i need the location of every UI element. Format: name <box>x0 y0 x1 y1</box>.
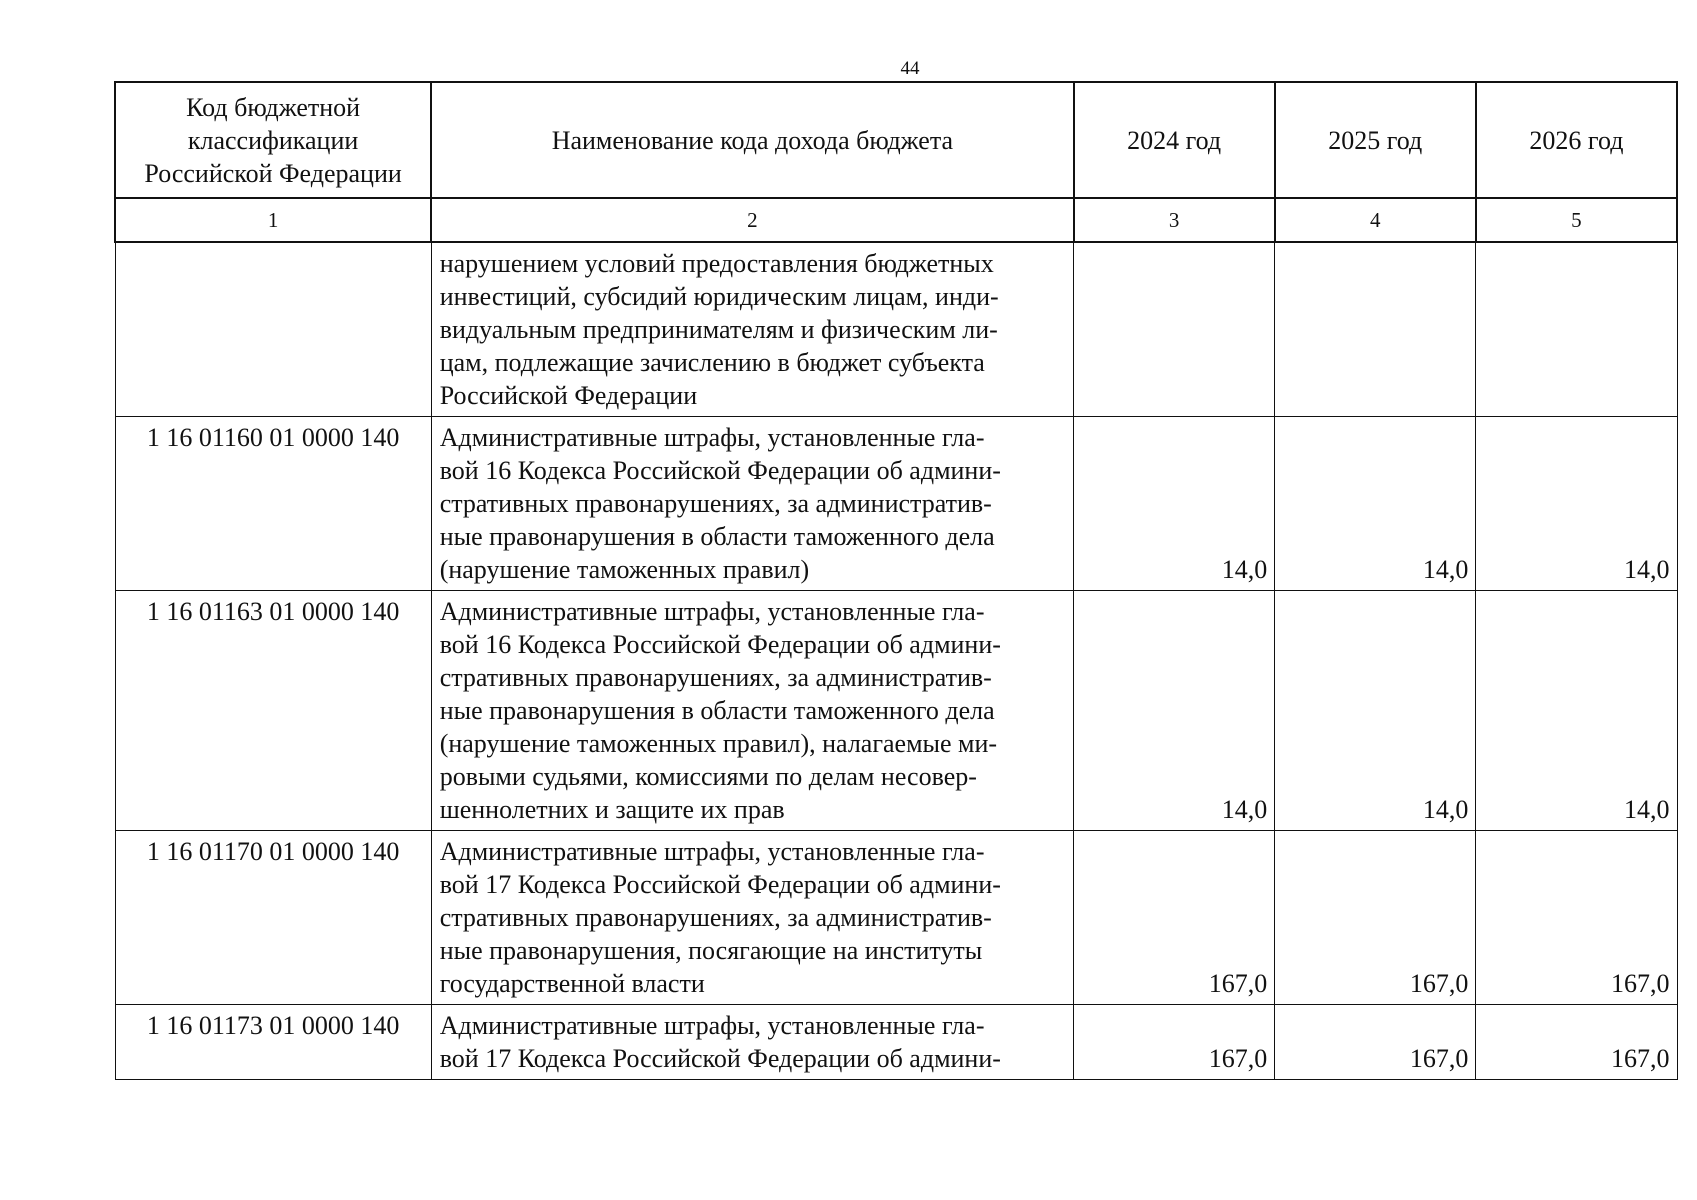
header-code-line: Код бюджетной <box>186 92 361 122</box>
budget-code-cell <box>115 242 431 417</box>
income-name-line: Административные штрафы, установленные гла- <box>439 423 985 452</box>
value-cell-y2024: 14,0 <box>1074 417 1275 591</box>
income-name-line: ные правонарушения в области таможенного дела <box>439 696 995 725</box>
income-name-line: ные правонарушения, посягающие на институты <box>439 936 983 965</box>
income-name-line: Административные штрафы, установленные гла- <box>439 837 985 866</box>
value-cell-y2025: 14,0 <box>1275 591 1476 831</box>
value-cell-y2026 <box>1476 242 1677 417</box>
budget-code-cell: 1 16 01160 01 0000 140 <box>115 417 431 591</box>
income-name-line: ровыми судьями, комиссиями по делам несовер- <box>439 762 977 791</box>
income-name-line: шеннолетних и защите их прав <box>439 795 785 824</box>
income-name-line: ные правонарушения в области таможенного дела <box>439 522 995 551</box>
income-name-line: цам, подлежащие зачислению в бюджет субъекта <box>439 348 985 377</box>
table-header-row <box>115 82 1677 198</box>
header-code-line: классификации <box>187 125 359 155</box>
income-name-line: вой 17 Кодекса Российской Федерации об админи- <box>439 1044 1001 1073</box>
income-name-line: стративных правонарушениях, за административ- <box>439 663 992 692</box>
column-number-row <box>115 198 1677 242</box>
column-number: 4 <box>1275 198 1476 242</box>
income-name-line: стративных правонарушениях, за административ- <box>439 903 992 932</box>
income-name-line: государственной власти <box>439 969 705 998</box>
income-name-line: (нарушение таможенных правил), налагаемые ми- <box>439 729 998 758</box>
budget-code-cell: 1 16 01173 01 0000 140 <box>115 1005 431 1080</box>
column-number: 2 <box>431 198 1073 242</box>
value-cell-y2024: 167,0 <box>1074 831 1275 1005</box>
value-cell-y2025: 14,0 <box>1275 417 1476 591</box>
income-name-line: (нарушение таможенных правил) <box>439 555 810 584</box>
income-name-line: вой 17 Кодекса Российской Федерации об админи- <box>439 870 1001 899</box>
income-name-cell <box>431 242 1073 417</box>
income-name-cell <box>431 831 1073 1005</box>
value-cell-y2025 <box>1275 242 1476 417</box>
budget-code-cell: 1 16 01170 01 0000 140 <box>115 831 431 1005</box>
budget-income-table <box>114 81 1678 1080</box>
value-cell-y2026: 14,0 <box>1476 417 1677 591</box>
budget-code-cell: 1 16 01163 01 0000 140 <box>115 591 431 831</box>
header-year-2026: 2026 год <box>1476 82 1677 198</box>
value-cell-y2024: 167,0 <box>1074 1005 1275 1080</box>
header-code <box>115 82 431 198</box>
income-name-cell <box>431 417 1073 591</box>
value-cell-y2025: 167,0 <box>1275 1005 1476 1080</box>
table-row <box>115 242 1677 417</box>
income-name-line: видуальным предпринимателям и физическим ли- <box>439 315 998 344</box>
header-year-2025: 2025 год <box>1275 82 1476 198</box>
value-cell-y2026: 14,0 <box>1476 591 1677 831</box>
column-number: 5 <box>1476 198 1677 242</box>
table-row <box>115 591 1677 831</box>
income-name-line: вой 16 Кодекса Российской Федерации об админи- <box>439 630 1001 659</box>
value-cell-y2024 <box>1074 242 1275 417</box>
income-name-line: Российской Федерации <box>439 381 698 410</box>
table-row <box>115 1005 1677 1080</box>
income-name-line: Административные штрафы, установленные гла- <box>439 597 985 626</box>
income-name-line: вой 16 Кодекса Российской Федерации об админи- <box>439 456 1001 485</box>
page-number: 44 <box>900 58 920 79</box>
table-body <box>115 242 1677 1080</box>
table-row <box>115 831 1677 1005</box>
income-name-line: Административные штрафы, установленные гла- <box>439 1011 985 1040</box>
value-cell-y2025: 167,0 <box>1275 831 1476 1005</box>
income-name-cell <box>431 591 1073 831</box>
column-number: 3 <box>1074 198 1275 242</box>
income-name-line: нарушением условий предоставления бюджетных <box>439 249 994 278</box>
value-cell-y2024: 14,0 <box>1074 591 1275 831</box>
header-code-line: Российской Федерации <box>144 158 402 188</box>
income-name-cell <box>431 1005 1073 1080</box>
column-number: 1 <box>115 198 431 242</box>
value-cell-y2026: 167,0 <box>1476 831 1677 1005</box>
income-name-line: стративных правонарушениях, за административ- <box>439 489 992 518</box>
value-cell-y2026: 167,0 <box>1476 1005 1677 1080</box>
table-row <box>115 417 1677 591</box>
header-name: Наименование кода дохода бюджета <box>431 82 1073 198</box>
income-name-line: инвестиций, субсидий юридическим лицам, инди- <box>439 282 999 311</box>
header-year-2024: 2024 год <box>1074 82 1275 198</box>
